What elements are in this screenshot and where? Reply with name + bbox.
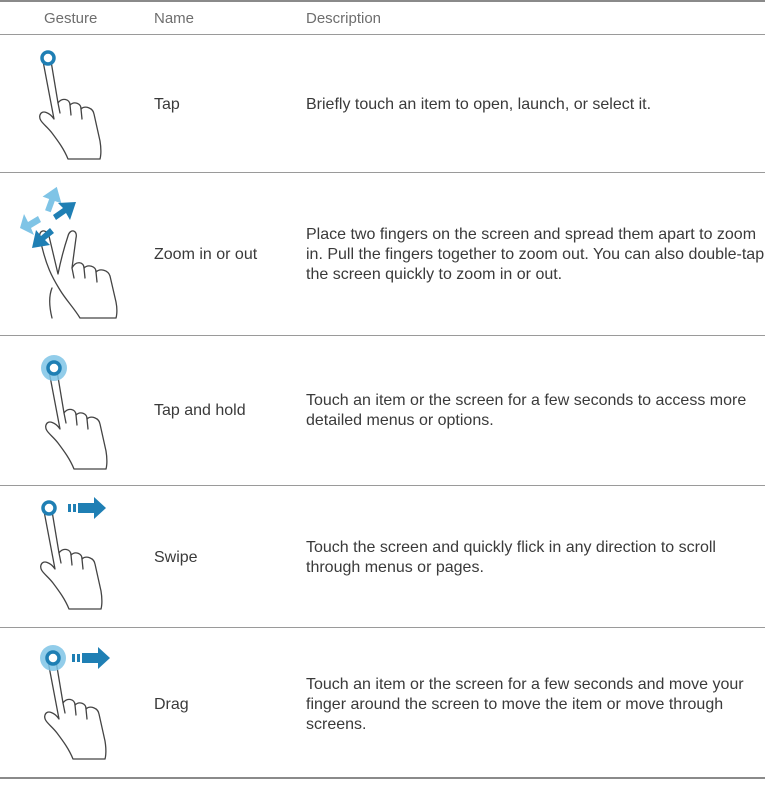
swipe-gesture-icon: [8, 497, 143, 622]
gesture-description: Place two fingers on the screen and spread them apart to zoom in. Pull the fingers together to zoom out. You can also double-tap the screen quickly to zoom in or out.: [306, 226, 765, 283]
gesture-name: Tap: [154, 96, 180, 113]
header-description: Description: [306, 10, 382, 27]
gesture-description: Briefly touch an item to open, launch, or select it.: [306, 96, 652, 113]
table-row: [0, 485, 765, 628]
tap-gesture-icon: [8, 41, 143, 166]
table-header: [0, 2, 765, 34]
gesture-description: Touch an item or the screen for a few seconds and move your finger around the screen to move the item or move through screens.: [306, 676, 744, 733]
table-row: [0, 335, 765, 486]
gesture-description: Touch the screen and quickly flick in any direction to scroll through menus or pages.: [306, 539, 716, 576]
gesture-name: Zoom in or out: [154, 246, 258, 263]
header-gesture: Gesture: [44, 10, 98, 27]
table-row: [0, 35, 765, 173]
gesture-description: Touch an item or the screen for a few seconds to access more detailed menus or options.: [306, 392, 747, 429]
gesture-name: Tap and hold: [154, 402, 246, 419]
tap-and-hold-gesture-icon: [8, 349, 143, 474]
drag-gesture-icon: [8, 643, 143, 768]
gesture-name: Swipe: [154, 549, 198, 566]
table-bottom-rule: [0, 777, 765, 779]
table-row: [0, 172, 765, 336]
table-row: [0, 627, 765, 777]
gesture-name: Drag: [154, 696, 189, 713]
zoom-gesture-icon: [8, 178, 143, 328]
header-name: Name: [154, 10, 195, 27]
